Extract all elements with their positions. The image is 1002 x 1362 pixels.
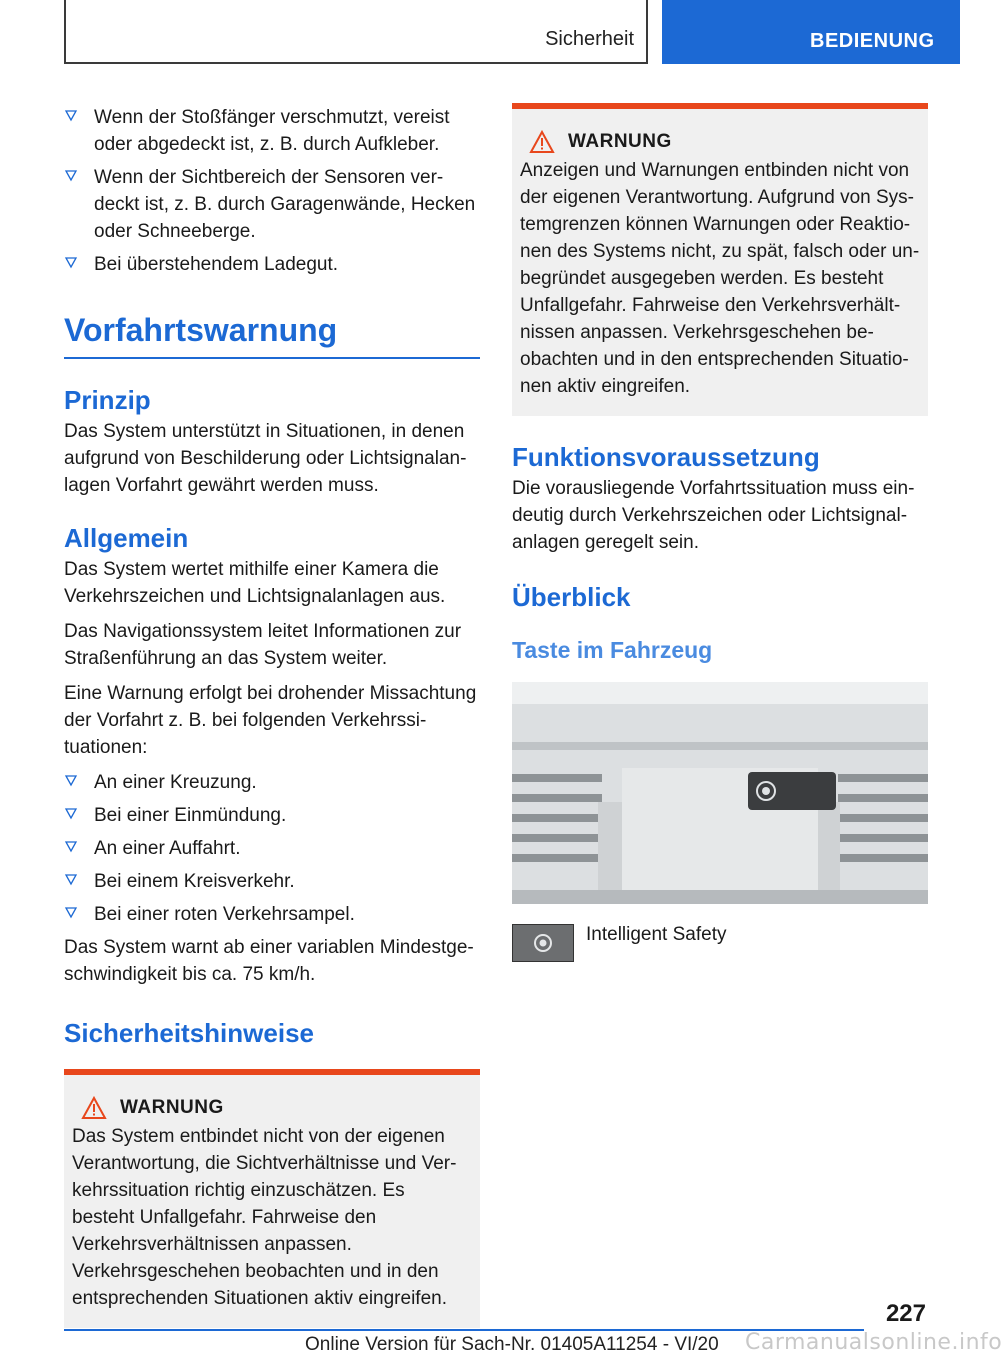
button-legend-row [512,924,928,962]
warning-text: Anzeigen und Warnungen entbinden nicht von der eigenen Verantwortung. Aufgrund von Systemgrenzen können Warnungen oder Reaktionen des Systems nicht, zu spät, falsch oder unbegründet ausgegeben werden. Es besteht Unfallgefahr. Fahrweise den Verkehrsverhältnissen anpassen. Verkehrsgeschehen beobachten und in den entsprechenden Situationen aktiv eingreifen. [520,160,920,397]
triangle-bullet-icon [66,809,76,819]
list-item [64,769,480,796]
bullet-text: An einer Kreuzung. [94,772,257,793]
triangle-bullet-icon [66,111,76,121]
situation-bullet-list [64,769,480,928]
bullet-text: Bei einem Kreisverkehr. [94,871,295,892]
heading-funktionsvoraussetzung: Funktionsvoraussetzung [512,442,820,472]
bullet-text: Wenn der Stoßfänger verschmutzt, vereist oder abgedeckt ist, z. B. durch Aufkleber. [94,107,450,155]
list-item [64,104,480,158]
warning-title: WARNUNG [120,1097,224,1118]
prinzip-text: Das System unterstützt in Situationen, in denen aufgrund von Beschilderung oder Lichtsignalanlagen Vorfahrt gewährt werden muss. [64,421,467,496]
triangle-bullet-icon [66,875,76,885]
warning-box-left [64,1069,480,1328]
warning-title: WARNUNG [568,131,672,152]
footer-rule [64,1329,864,1331]
triangle-bullet-icon [66,776,76,786]
allgemein-paragraph-2: Das Navigationssystem leitet Informationen zur Straßenführung an das System weiter. [64,621,462,669]
page-number: 227 [885,1300,926,1327]
allgemein-paragraph-3: Eine Warnung erfolgt bei drohender Missachtung der Vorfahrt z. B. bei folgenden Verkehrssituationen: [64,683,477,758]
warning-header [82,1097,472,1119]
header-section-label: Sicherheit [545,28,634,50]
right-column [512,103,928,962]
header-section-box [64,0,648,64]
footer-online-version: Online Version für Sach-Nr. 01405A11254 - VI/20 [305,1334,719,1355]
vehicle-button-photo [512,682,928,904]
funktion-text: Die vorausliegende Vorfahrtssituation muss eindeutig durch Verkehrszeichen oder Lichtsignalanlagen geregelt sein. [512,478,915,553]
bullet-text: Wenn der Sichtbereich der Sensoren verdeckt ist, z. B. durch Garagenwände, Hecken oder Schneeberge. [94,167,476,242]
bullet-text: Bei einer Einmündung. [94,805,287,826]
list-item [64,835,480,862]
heading-allgemein: Allgemein [64,523,189,553]
list-item [64,251,480,278]
bullet-text: Bei überstehendem Ladegut. [94,254,339,275]
triangle-bullet-icon [66,171,76,181]
triangle-bullet-icon [66,258,76,268]
bullet-text: Bei einer roten Verkehrsampel. [94,904,355,925]
subheading-taste: Taste im Fahrzeug [512,637,713,663]
heading-prinzip: Prinzip [64,385,151,415]
dashboard-vent-illustration [512,682,928,904]
top-bullet-list [64,104,480,278]
allgemein-paragraph-4: Das System warnt ab einer variablen Mindestgeschwindigkeit bis ca. 75 km/h. [64,937,474,985]
heading-sicherheitshinweise: Sicherheitshinweise [64,1018,314,1048]
header-chapter-box [662,0,960,64]
page-title: Vorfahrtswarnung [64,312,480,359]
warning-triangle-icon [530,131,554,153]
button-label: Intelligent Safety [586,924,727,945]
intelligent-safety-icon [512,924,574,962]
warning-triangle-icon [82,1097,106,1119]
triangle-bullet-icon [66,842,76,852]
warning-text: Das System entbindet nicht von der eigenen Verantwortung, die Sichtverhältnisse und Verkehrssituation richtig einzuschätzen. Es besteht Unfallgefahr. Fahrweise den Verkehrsverhältnissen anpassen. Verkehrsgeschehen beobachten und in den entsprechenden Situationen aktiv eingreifen. [72,1126,457,1309]
warning-header [530,131,920,153]
warning-box-right [512,103,928,416]
watermark: Carmanualsonline.info [745,1330,1002,1355]
list-item [64,164,480,245]
list-item [64,802,480,829]
triangle-bullet-icon [66,908,76,918]
heading-ueberblick: Überblick [512,582,631,612]
left-column [64,104,480,1328]
header-chapter-label: BEDIENUNG [810,30,935,52]
list-item [64,901,480,928]
list-item [64,868,480,895]
allgemein-paragraph-1: Das System wertet mithilfe einer Kamera die Verkehrszeichen und Lichtsignalanlagen aus. [64,559,446,607]
bullet-text: An einer Auffahrt. [94,838,241,859]
